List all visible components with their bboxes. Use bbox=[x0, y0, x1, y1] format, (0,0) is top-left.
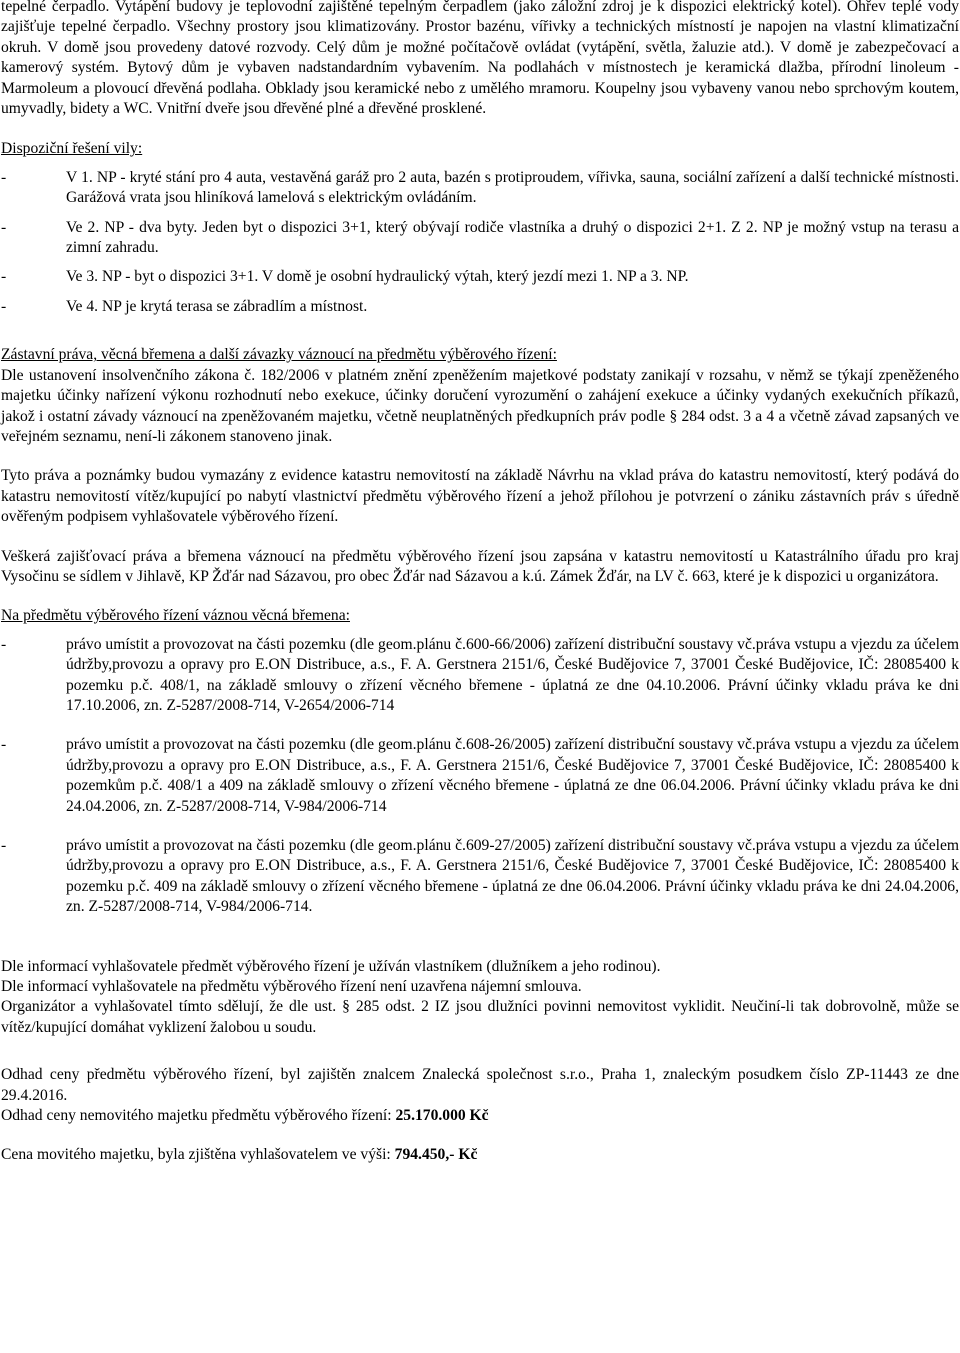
lease-info: Dle informací vyhlašovatele na předmětu výběrového řízení není uzavřena nájemní smlouva. bbox=[1, 978, 582, 996]
intro-paragraph: tepelné čerpadlo. Vytápění budovy je teplovodní zajištěné tepelným čerpadlem (jako záložní zdroj je k dispozici elektrický kotel). Ohřev teplé vody zajišťuje tepelné čerpadlo. Všechny prostory jsou klimatizovány. Prostor bazénu, vířivky a technických místností je napojen na vlastní klimatizační okruh. V domě jsou provedeny datové rozvody. Celý dům je možné počítačově ovládat (vytápění, světla, žaluzie atd.). V domě je zabezpečovací a kamerový systém. Bytový dům je vybaven nadstandardním vybavením. Na podlahách v místnostech je keramická dlažba, přírodní linoleum - Marmoleum a plovoucí dřevěná podlaha. Obklady jsou keramické nebo z umělého mramoru. Koupelny jsou vybaveny vanou nebo sprchovým koutem, umyvadly, bidety a WC. Vnitřní dveře jsou dřevěné plné a dřevěné prosklené. bbox=[1, 0, 959, 118]
list-item: - Ve 3. NP - byt o dispozici 3+1. V domě je osobní hydraulický výtah, který jezdí mezi 1. NP a 3. NP. bbox=[1, 267, 959, 287]
valuation-paragraph: Odhad ceny předmětu výběrového řízení, byl zajištěn znalcem Znalecká společnost s.r.o., Praha 1, znaleckým posudkem číslo ZP-11443 ze dne 29.4.2016. bbox=[1, 1066, 959, 1104]
real-estate-value: 25.170.000 Kč bbox=[395, 1107, 489, 1125]
list-item: - Ve 2. NP - dva byty. Jeden byt o dispozici 3+1, který obývají rodiče vlastníka a druhý o dispozici 2+1. Z 2. NP je možný vstup na terasu a zimní zahradu. bbox=[1, 218, 959, 257]
disposition-list bbox=[1, 168, 959, 317]
document-page bbox=[1, 0, 959, 1166]
list-item: - právo umístit a provozovat na části pozemku (dle geom.plánu č.609-27/2005) zařízení distribuční soustavy vč.práva vstupu a vjezdu za účelem údržby,provozu a opravy pro E.ON Distribuce, a.s., F. A. Gerstnera 2151/6, České Budějovice 7, 37001 České Budějovice, IČ: 28085400 k pozemku p.č. 409 na základě smlouvy o zřízení věcného břemene - úplatná ze dne 06.04.2006. Právní účinky vkladu práva ke dni 24.04.2006, zn. Z-5287/2008-714, V-984/2006-714. bbox=[1, 837, 959, 916]
list-item: - právo umístit a provozovat na části pozemku (dle geom.plánu č.608-26/2005) zařízení distribuční soustavy vč.práva vstupu a vjezdu za účelem údržby,provozu a opravy pro E.ON Distribuce, a.s., F. A. Gerstnera 2151/6, České Budějovice 7, 37001 České Budějovice, IČ: 28085400 k pozemkům p.č. 408/1 a 409 na základě smlouvy o zřízení věcného břemene - úplatná ze dne 06.04.2006. Právní účinky vkladu práva ke dni 24.04.2006, zn. Z-5287/2008-714, V-984/2006-714 bbox=[1, 736, 959, 815]
liens-paragraph-2: Tyto práva a poznámky budou vymazány z evidence katastru nemovitostí na základě Návrhu na vklad práva do katastru nemovitostí, který podává do katastru nemovitostí vítěz/kupující po nabytí vlastnictví předmětu výběrového řízení a jehož přílohou je potvrzení o zániku zástavních práv s úředně ověřeným podpisem vyhlašovatele výběrového řízení. bbox=[1, 467, 959, 526]
real-estate-valuation: Odhad ceny nemovitého majetku předmětu výběrového řízení: 25.170.000 Kč bbox=[1, 1107, 489, 1125]
dash-bullet: - bbox=[1, 635, 7, 653]
easements-list bbox=[1, 635, 959, 918]
movable-value: 794.450,- Kč bbox=[394, 1146, 478, 1164]
liens-paragraph-1: Dle ustanovení insolvenčního zákona č. 182/2006 v platném znění zpeněžením majetkové podstaty zanikají v rozsahu, v němž se týkají zpeněženého majetku účinky nařízení výkonu rozhodnutí nebo exekuce, účinky doručení vyrozumění o zahájení exekuce a účinky vydaných exekučních příkazů, jakož i ostatní závady váznoucí na zpeněžovaném majetku, včetně neuplatněných předkupních práv podle § 284 odst. 3 a 4 a včetně závad zapsaných ve veřejném seznamu, není-li zákonem stanoveno jinak. bbox=[1, 366, 959, 445]
dash-bullet: - bbox=[1, 297, 7, 315]
dash-bullet: - bbox=[1, 218, 7, 236]
disposition-heading: Dispoziční řešení vily: bbox=[1, 140, 143, 158]
list-item: - právo umístit a provozovat na části pozemku (dle geom.plánu č.600-66/2006) zařízení distribuční soustavy vč.práva vstupu a vjezdu za účelem údržby,provozu a opravy pro E.ON Distribuce, a.s., F. A. Gerstnera 2151/6, České Budějovice 7, 37001 České Budějovice, IČ: 28085400 k pozemku p.č. 408/1, na základě smlouvy o zřízení věcného břemene - úplatná ze dne 04.10.2006. Právní účinky vkladu práva ke dni 17.10.2006, zn. Z-5287/2008-714, V-2654/2006-714 bbox=[1, 635, 959, 714]
list-item: - V 1. NP - kryté stání pro 4 auta, vestavěná garáž pro 2 auta, bazén s protiproudem, vířivka, sauna, sociální zařízení a další technické místnosti. Garážová vrata jsou hliníková lamelová s elektrickým ovládáním. bbox=[1, 168, 959, 207]
movable-valuation: Cena movitého majetku, byla zjištěna vyhlašovatelem ve výši: 794.450,- Kč bbox=[1, 1146, 478, 1164]
dash-bullet: - bbox=[1, 837, 7, 854]
dash-bullet: - bbox=[1, 168, 7, 186]
list-item: - Ve 4. NP je krytá terasa se zábradlím a místnost. bbox=[1, 297, 959, 317]
dash-bullet: - bbox=[1, 268, 7, 286]
liens-paragraph-3: Veškerá zajišťovací práva a břemena váznoucí na předmětu výběrového řízení jsou zapsána v katastru nemovitostí u Katastrálního úřadu pro kraj Vysočinu se sídlem v Jihlavě, KP Žďár nad Sázavou, pro obec Žďár nad Sázavou a k.ú. Zámek Žďár, na LV č. 663, které je k dispozici u organizátora. bbox=[1, 547, 959, 585]
dash-bullet: - bbox=[1, 736, 7, 754]
usage-info: Dle informací vyhlašovatele předmět výběrového řízení je užíván vlastníkem (dlužníkem a jeho rodinou). bbox=[1, 957, 661, 975]
eviction-info: Organizátor a vyhlašovatel tímto sdělují, že dle ust. § 285 odst. 2 IZ jsou dlužníci povinni nemovitost vyklidit. Neučiní-li tak dobrovolně, může se vítěz/kupující domáhat vyklizení žalobou u soudu. bbox=[1, 998, 959, 1036]
easements-heading: Na předmětu výběrového řízení váznou věcná břemena: bbox=[1, 607, 350, 625]
liens-heading: Zástavní práva, věcná břemena a další závazky váznoucí na předmětu výběrového řízení: bbox=[1, 346, 557, 364]
